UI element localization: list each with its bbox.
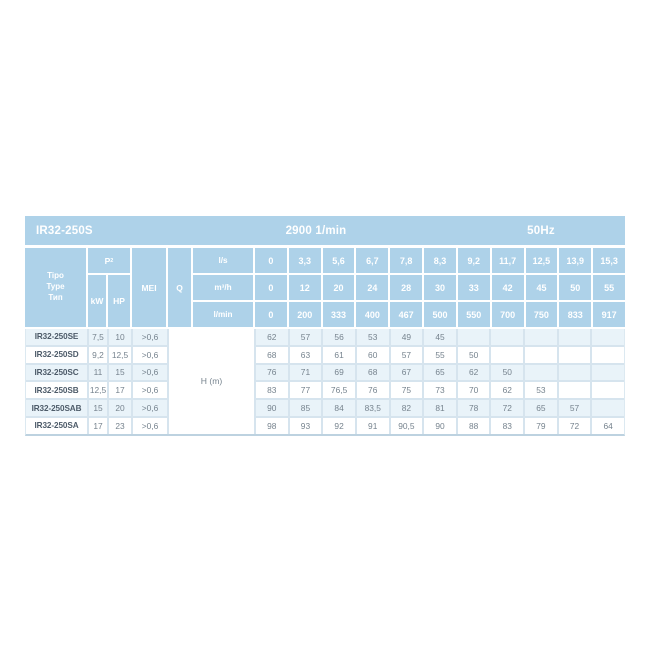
flow-header-value: 3,3 [289, 248, 321, 273]
kw-cell: 11 [89, 365, 107, 381]
flow-header-value: 917 [593, 302, 625, 327]
hp-cell: 15 [109, 365, 131, 381]
head-value-cell [525, 365, 557, 381]
head-value-cell: 71 [290, 365, 322, 381]
flow-header-value: 50 [559, 275, 591, 300]
head-value-cell: 50 [491, 365, 523, 381]
head-value-cell: 62 [458, 365, 490, 381]
head-value-cell: 62 [491, 382, 523, 398]
table-body [25, 329, 625, 436]
model-cell: IR32-250SD [26, 347, 87, 363]
frequency-label: 50Hz [527, 224, 555, 237]
flow-header-value: 55 [593, 275, 625, 300]
head-value-cell: 92 [323, 418, 355, 434]
flow-header-value: 15,3 [593, 248, 625, 273]
flow-header-value: 12 [289, 275, 321, 300]
pump-data-table [25, 216, 625, 436]
head-value-cell: 76 [357, 382, 389, 398]
head-value-cell [559, 329, 591, 345]
mei-cell: >0,6 [133, 365, 167, 381]
flow-header-value: 33 [458, 275, 490, 300]
hp-cell: 17 [109, 382, 131, 398]
type-label-ru: Тип [48, 292, 63, 302]
head-value-cell: 55 [424, 347, 456, 363]
kw-cell: 15 [89, 400, 107, 416]
flow-header-value: 333 [323, 302, 355, 327]
head-value-cell: 73 [424, 382, 456, 398]
head-value-cell: 76 [256, 365, 288, 381]
model-cell: IR32-250SA [26, 418, 87, 434]
head-value-cell: 68 [357, 365, 389, 381]
flow-unit-label: l/s [193, 248, 253, 273]
head-value-cell [559, 382, 591, 398]
flow-header-value: 7,8 [390, 248, 422, 273]
flow-header-value: 0 [255, 248, 287, 273]
kw-cell: 7,5 [89, 329, 107, 345]
head-value-cell: 91 [357, 418, 389, 434]
head-value-cell: 69 [323, 365, 355, 381]
flow-header-value: 200 [289, 302, 321, 327]
col-header-kw: kW [88, 275, 106, 327]
mei-cell: >0,6 [133, 400, 167, 416]
head-value-cell: 53 [357, 329, 389, 345]
table-title-bar [25, 216, 625, 245]
p2-base: P [104, 255, 111, 266]
head-value-cell: 50 [458, 347, 490, 363]
head-value-cell: 57 [559, 400, 591, 416]
head-value-cell: 82 [391, 400, 423, 416]
head-value-cell [592, 329, 624, 345]
flow-header-value: 24 [356, 275, 388, 300]
model-cell: IR32-250SB [26, 382, 87, 398]
head-value-cell: 85 [290, 400, 322, 416]
head-value-cell [525, 329, 557, 345]
head-value-cell: 90 [424, 418, 456, 434]
table-header [25, 248, 625, 327]
speed-label: 2900 1/min [285, 224, 347, 237]
flow-header-value: 8,3 [424, 248, 456, 273]
head-value-cell: 75 [391, 382, 423, 398]
hp-cell: 10 [109, 329, 131, 345]
head-value-cell: 72 [491, 400, 523, 416]
head-value-cell: 83 [491, 418, 523, 434]
head-value-cell: 49 [391, 329, 423, 345]
flow-header-value: 0 [255, 275, 287, 300]
head-value-cell: 88 [458, 418, 490, 434]
flow-unit-label: l/min [193, 302, 253, 327]
head-value-cell: 98 [256, 418, 288, 434]
head-value-cell [592, 365, 624, 381]
head-value-cell [559, 365, 591, 381]
kw-cell: 9,2 [89, 347, 107, 363]
head-value-cell [559, 347, 591, 363]
flow-header-value: 0 [255, 302, 287, 327]
flow-header-value: 6,7 [356, 248, 388, 273]
head-value-cell: 57 [290, 329, 322, 345]
head-value-cell: 68 [256, 347, 288, 363]
head-value-cell: 78 [458, 400, 490, 416]
head-value-cell [491, 329, 523, 345]
head-value-cell: 72 [559, 418, 591, 434]
head-value-cell: 64 [592, 418, 624, 434]
model-cell: IR32-250SC [26, 365, 87, 381]
flow-header-value: 42 [492, 275, 524, 300]
flow-header-value: 12,5 [526, 248, 558, 273]
col-header-hp: HP [108, 275, 130, 327]
head-value-cell: 45 [424, 329, 456, 345]
series-title: IR32-250S [36, 224, 93, 237]
flow-header-value: 467 [390, 302, 422, 327]
head-value-cell: 65 [525, 400, 557, 416]
head-value-cell: 83,5 [357, 400, 389, 416]
head-value-cell: 90 [256, 400, 288, 416]
flow-header-value: 20 [323, 275, 355, 300]
head-value-cell: 56 [323, 329, 355, 345]
head-value-cell: 57 [391, 347, 423, 363]
flow-header-value: 13,9 [559, 248, 591, 273]
hp-cell: 23 [109, 418, 131, 434]
head-value-cell: 67 [391, 365, 423, 381]
flow-header-value: 30 [424, 275, 456, 300]
head-value-cell [592, 382, 624, 398]
flow-header-value: 700 [492, 302, 524, 327]
hp-cell: 12,5 [109, 347, 131, 363]
col-header-type [25, 248, 86, 327]
head-value-cell: 84 [323, 400, 355, 416]
flow-header-value: 833 [559, 302, 591, 327]
head-value-cell [525, 347, 557, 363]
head-unit-cell: H (m) [169, 329, 254, 434]
head-value-cell: 60 [357, 347, 389, 363]
flow-header-value: 550 [458, 302, 490, 327]
kw-cell: 12,5 [89, 382, 107, 398]
head-value-cell: 61 [323, 347, 355, 363]
head-value-cell [592, 347, 624, 363]
head-value-cell: 62 [256, 329, 288, 345]
head-value-cell [592, 400, 624, 416]
flow-header-value: 5,6 [323, 248, 355, 273]
mei-cell: >0,6 [133, 382, 167, 398]
flow-header-value: 750 [526, 302, 558, 327]
flow-header-value: 400 [356, 302, 388, 327]
col-header-q: Q [168, 248, 191, 327]
mei-cell: >0,6 [133, 418, 167, 434]
flow-header-value: 11,7 [492, 248, 524, 273]
head-value-cell: 70 [458, 382, 490, 398]
type-label-en: Type [46, 282, 65, 292]
type-label-it: Tipo [47, 271, 64, 281]
head-value-cell: 76,5 [323, 382, 355, 398]
flow-header-value: 500 [424, 302, 456, 327]
head-value-cell [458, 329, 490, 345]
head-value-cell: 90,5 [391, 418, 423, 434]
mei-cell: >0,6 [133, 347, 167, 363]
head-value-cell: 63 [290, 347, 322, 363]
flow-header-value: 45 [526, 275, 558, 300]
head-value-cell: 53 [525, 382, 557, 398]
kw-cell: 17 [89, 418, 107, 434]
model-cell: IR32-250SE [26, 329, 87, 345]
model-cell: IR32-250SAB [26, 400, 87, 416]
head-value-cell [491, 347, 523, 363]
col-header-p2: P 2 [88, 248, 130, 273]
head-value-cell: 83 [256, 382, 288, 398]
flow-header-value: 9,2 [458, 248, 490, 273]
head-value-cell: 65 [424, 365, 456, 381]
head-value-cell: 77 [290, 382, 322, 398]
col-header-mei: MEI [132, 248, 166, 327]
hp-cell: 20 [109, 400, 131, 416]
flow-header-value: 28 [390, 275, 422, 300]
mei-cell: >0,6 [133, 329, 167, 345]
head-value-cell: 81 [424, 400, 456, 416]
head-value-cell: 79 [525, 418, 557, 434]
head-value-cell: 93 [290, 418, 322, 434]
flow-unit-label: m³/h [193, 275, 253, 300]
